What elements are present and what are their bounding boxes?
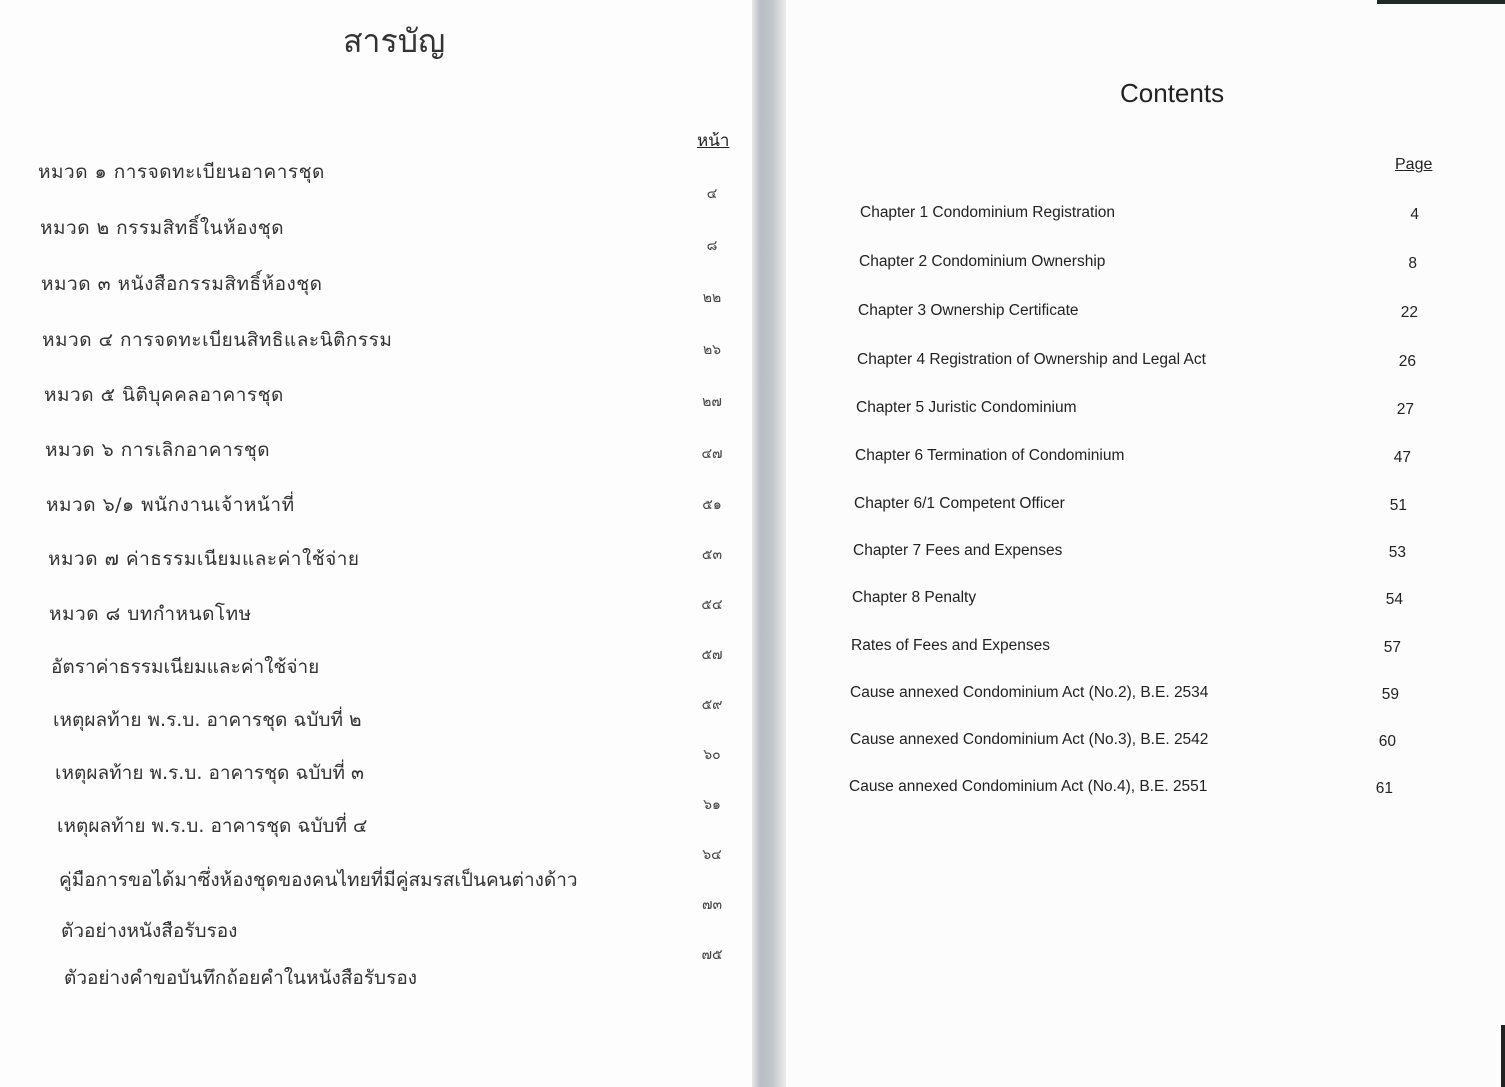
english-toc-page-number: 4 <box>1410 206 1419 223</box>
thai-toc-page-number: ๖๔ <box>702 847 722 863</box>
english-toc-entry: Chapter 3 Ownership Certificate <box>858 302 1079 319</box>
thai-page-column-header: หน้า <box>697 131 730 151</box>
english-toc-page-number: 27 <box>1396 401 1414 418</box>
english-toc-entry: Cause annexed Condominium Act (No.4), B.E. 2551 <box>849 778 1208 795</box>
english-toc-entry: Chapter 5 Juristic Condominium <box>856 399 1077 416</box>
thai-toc-entry: หมวด ๒ กรรมสิทธิ์ในห้องชุด <box>40 217 285 239</box>
thai-toc-entry: หมวด ๖ การเลิกอาคารชุด <box>45 439 271 461</box>
thai-toc-entry: หมวด ๗ ค่าธรรมเนียมและค่าใช้จ่าย <box>48 548 360 570</box>
thai-toc-page-number: ๕๙ <box>701 697 723 713</box>
thai-toc-entry: หมวด ๖/๑ พนักงานเจ้าหน้าที่ <box>46 494 295 516</box>
scan-edge-mark <box>1501 1025 1505 1087</box>
english-toc-page-number: 8 <box>1408 255 1417 272</box>
english-toc-page-number: 26 <box>1398 353 1416 370</box>
english-toc-page-number: 61 <box>1375 780 1393 797</box>
english-toc-entry: Chapter 6/1 Competent Officer <box>854 495 1065 512</box>
thai-toc-page-number: ๒๗ <box>702 394 722 410</box>
thai-toc-entry: ตัวอย่างหนังสือรับรอง <box>61 920 238 942</box>
english-toc-entry: Cause annexed Condominium Act (No.2), B.E. 2534 <box>850 684 1209 701</box>
english-toc-page-number: 60 <box>1378 733 1396 750</box>
english-toc-page-number: 54 <box>1385 591 1403 608</box>
thai-toc-page-number: ๕๗ <box>701 647 723 663</box>
thai-toc-page-number: ๗๓ <box>701 897 723 913</box>
thai-toc-entry: คู่มือการขอได้มาซึ่งห้องชุดของคนไทยที่มีคู่สมรสเป็นคนต่างด้าว <box>59 869 578 891</box>
thai-toc-page-number: ๗๕ <box>701 947 723 963</box>
thai-toc-entry: เหตุผลท้าย พ.ร.บ. อาคารชุด ฉบับที่ ๓ <box>55 762 365 784</box>
thai-toc-entry: เหตุผลท้าย พ.ร.บ. อาคารชุด ฉบับที่ ๒ <box>53 709 362 731</box>
english-toc-entry: Chapter 8 Penalty <box>852 589 977 606</box>
english-toc-entry: Rates of Fees and Expenses <box>851 637 1051 654</box>
thai-toc-entry: หมวด ๓ หนังสือกรรมสิทธิ์ห้องชุด <box>41 273 323 295</box>
scan-corner-mark <box>1377 0 1505 4</box>
english-toc-entry: Chapter 6 Termination of Condominium <box>855 447 1125 464</box>
thai-toc-entry: หมวด ๔ การจดทะเบียนสิทธิและนิติกรรม <box>42 329 393 351</box>
thai-toc-entry: อัตราค่าธรรมเนียมและค่าใช้จ่าย <box>51 656 320 678</box>
english-toc-entry: Chapter 2 Condominium Ownership <box>859 253 1106 270</box>
thai-toc-page-number: ๕๓ <box>701 547 723 563</box>
english-toc-page-number: 22 <box>1400 304 1418 321</box>
english-toc-entry: Cause annexed Condominium Act (No.3), B.E. 2542 <box>850 731 1209 748</box>
english-toc-page-number: 57 <box>1383 639 1401 656</box>
english-toc-entry: Chapter 1 Condominium Registration <box>860 204 1116 221</box>
thai-toc-page-number: ๘ <box>706 238 718 254</box>
english-page-title: Contents <box>1120 78 1225 108</box>
thai-toc-page-number: ๕๑ <box>702 497 722 513</box>
thai-toc-entry: หมวด ๘ บทกำหนดโทษ <box>49 603 252 625</box>
thai-toc-page-number: ๕๔ <box>701 597 723 613</box>
english-toc-page-number: 53 <box>1388 544 1406 561</box>
thai-toc-page-number: ๔๗ <box>701 446 723 462</box>
thai-toc-page-number: ๔ <box>706 186 718 202</box>
english-page-column-header: Page <box>1395 156 1433 173</box>
english-toc-entry: Chapter 4 Registration of Ownership and Legal Act <box>857 351 1206 368</box>
book-gutter <box>752 0 786 1087</box>
thai-toc-page-number: ๖๑ <box>703 797 721 813</box>
english-toc-page-number: 59 <box>1381 686 1399 703</box>
thai-toc-entry: ตัวอย่างคำขอบันทึกถ้อยคำในหนังสือรับรอง <box>64 967 418 989</box>
thai-toc-page-number: ๖๐ <box>703 747 721 763</box>
thai-toc-entry: หมวด ๑ การจดทะเบียนอาคารชุด <box>38 161 325 183</box>
thai-page-title: สารบัญ <box>343 22 446 60</box>
thai-toc-page-number: ๒๖ <box>702 342 722 358</box>
english-toc-page-number: 51 <box>1389 497 1407 514</box>
thai-toc-page-number: ๒๒ <box>702 290 722 306</box>
english-toc-entry: Chapter 7 Fees and Expenses <box>853 542 1063 559</box>
thai-toc-entry: เหตุผลท้าย พ.ร.บ. อาคารชุด ฉบับที่ ๔ <box>57 815 368 837</box>
thai-toc-entry: หมวด ๕ นิติบุคคลอาคารชุด <box>44 384 284 406</box>
english-toc-page-number: 47 <box>1393 449 1411 466</box>
